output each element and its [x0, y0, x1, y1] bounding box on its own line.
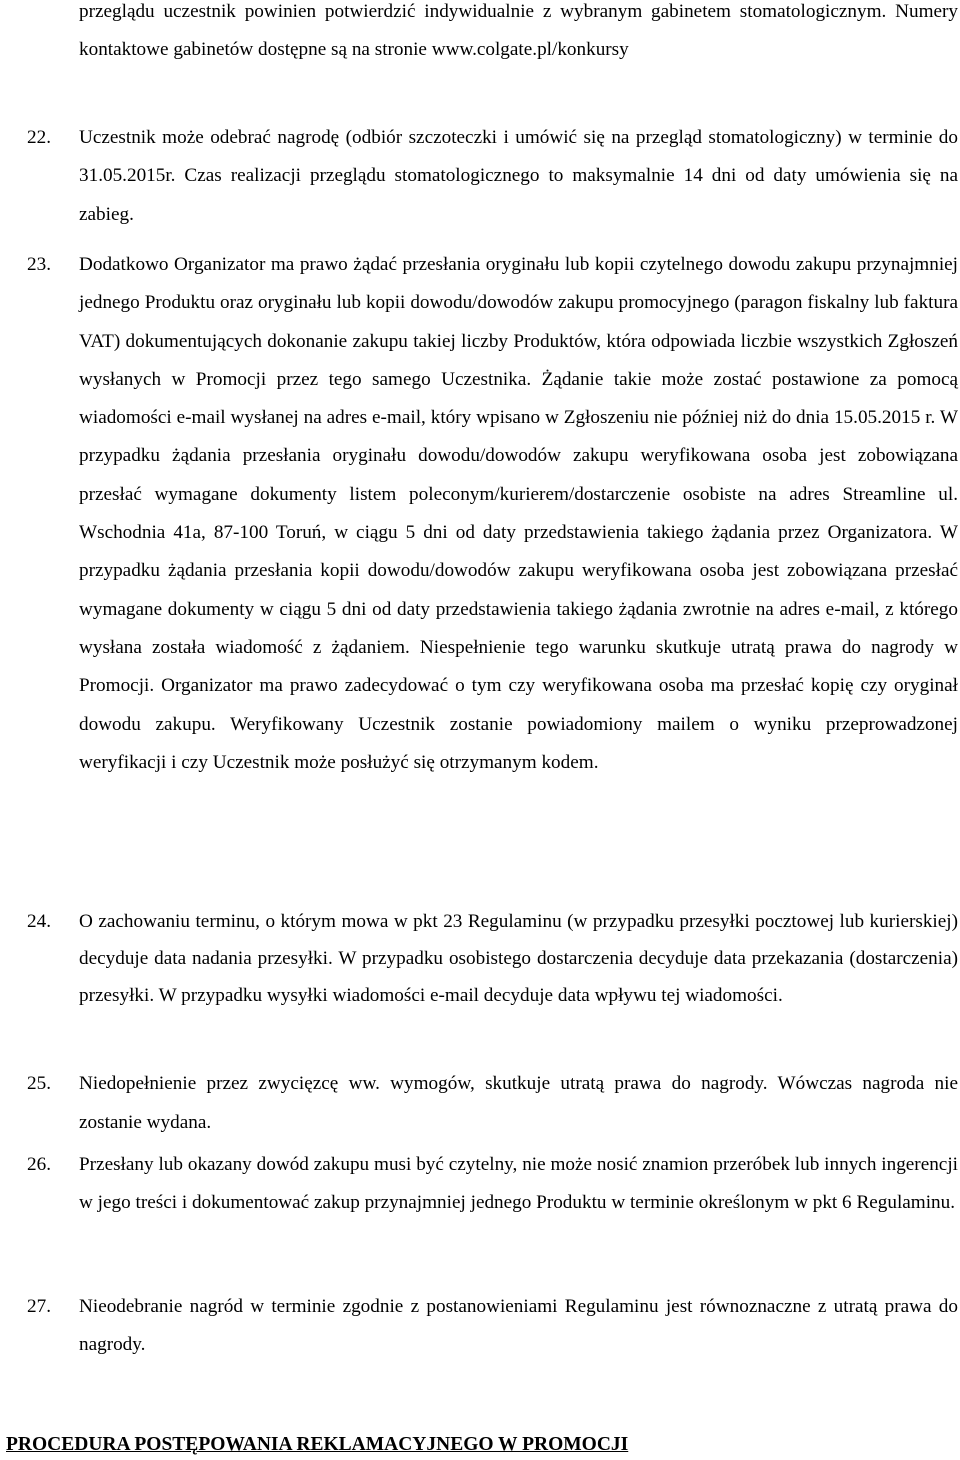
paragraph-23	[27, 246, 958, 782]
paragraph-27	[27, 1288, 958, 1365]
paragraph-number: 27.	[27, 1296, 51, 1317]
paragraph-text: Niedopełnienie przez zwycięzcę ww. wymogów, skutkuje utratą prawa do nagrody. Wówczas nagroda nie zostanie wydana.	[79, 1073, 958, 1133]
paragraph-text: Przesłany lub okazany dowód zakupu musi być czytelny, nie może nosić znamion przeróbek lub innych ingerencji w jego treści i dokumentować zakup przynajmniej jednego Produktu w terminie określonym w pkt 6 Regulaminu.	[79, 1154, 958, 1214]
paragraph-text: O zachowaniu terminu, o którym mowa w pkt 23 Regulaminu (w przypadku przesyłki pocztowej lub kurierskiej) decyduje data nadania przesyłki. W przypadku osobistego dostarczenia decyduje data przekazania (dostarczenia) przesyłki. W przypadku wysyłki wiadomości e-mail decyduje data wpływu tej wiadomości.	[79, 911, 958, 1006]
paragraph-number: 26.	[27, 1154, 51, 1175]
paragraph-number: 23.	[27, 254, 51, 275]
paragraph-24	[27, 903, 958, 1014]
paragraph-text: Nieodebranie nagród w terminie zgodnie z postanowieniami Regulaminu jest równoznaczne z utratą prawa do nagrody.	[79, 1296, 958, 1356]
paragraph-continuation	[27, 0, 958, 70]
section-heading: PROCEDURA POSTĘPOWANIA REKLAMACYJNEGO W PROMOCJI	[6, 1434, 629, 1455]
paragraph-text: Dodatkowo Organizator ma prawo żądać przesłania oryginału lub kopii czytelnego dowodu zakupu przynajmniej jednego Produktu oraz oryginału lub kopii dowodu/dowodów zakupu promocyjnego (paragon fiskalny lub faktura VAT) dokumentujących dokonanie zakupu takiej liczby Produktów, która odpowiada liczbie wszystkich Zgłoszeń wysłanych w Promocji przez tego samego Uczestnika. Żądanie takie może zostać postawione za pomocą wiadomości e-mail wysłanej na adres e-mail, który wpisano w Zgłoszeniu nie później niż do dnia 15.05.2015 r. W przypadku żądania przesłania oryginału dowodu/dowodów zakupu weryfikowana osoba jest zobowiązana przesłać wymagane dokumenty listem poleconym/kurierem/dostarczenie osobiste na adres Streamline ul. Wschodnia 41a, 87-100 Toruń, w ciągu 5 dni od daty przedstawienia takiego żądania przez Organizatora. W przypadku żądania przesłania kopii dowodu/dowodów zakupu weryfikowana osoba jest zobowiązana przesłać wymagane dokumenty w ciągu 5 dni od daty przedstawienia takiego żądania zwrotnie na adres e-mail, z którego wysłana została wiadomość z żądaniem. Niespełnienie tego warunku skutkuje utratą prawa do nagrody w Promocji. Organizator ma prawo zadecydować o tym czy weryfikowana osoba ma przesłać kopię czy oryginał dowodu zakupu. Weryfikowany Uczestnik zostanie powiadomiony mailem o wyniku przeprowadzonej weryfikacji i czy Uczestnik może posłużyć się otrzymanym kodem.	[79, 254, 958, 773]
paragraph-26	[27, 1146, 958, 1223]
paragraph-number: 24.	[27, 911, 51, 932]
paragraph-text: przeglądu uczestnik powinien potwierdzić indywidualnie z wybranym gabinetem stomatologicznym. Numery kontaktowe gabinetów dostępne są na stronie www.colgate.pl/konkursy	[79, 1, 958, 61]
paragraph-25	[27, 1064, 958, 1142]
paragraph-text: Uczestnik może odebrać nagrodę (odbiór szczoteczki i umówić się na przegląd stomatologiczny) w terminie do 31.05.2015r. Czas realizacji przeglądu stomatologicznego to maksymalnie 14 dni od daty umówienia się na zabieg.	[79, 127, 958, 225]
paragraph-22	[27, 119, 958, 234]
paragraph-number: 25.	[27, 1073, 51, 1094]
paragraph-number: 22.	[27, 127, 51, 148]
